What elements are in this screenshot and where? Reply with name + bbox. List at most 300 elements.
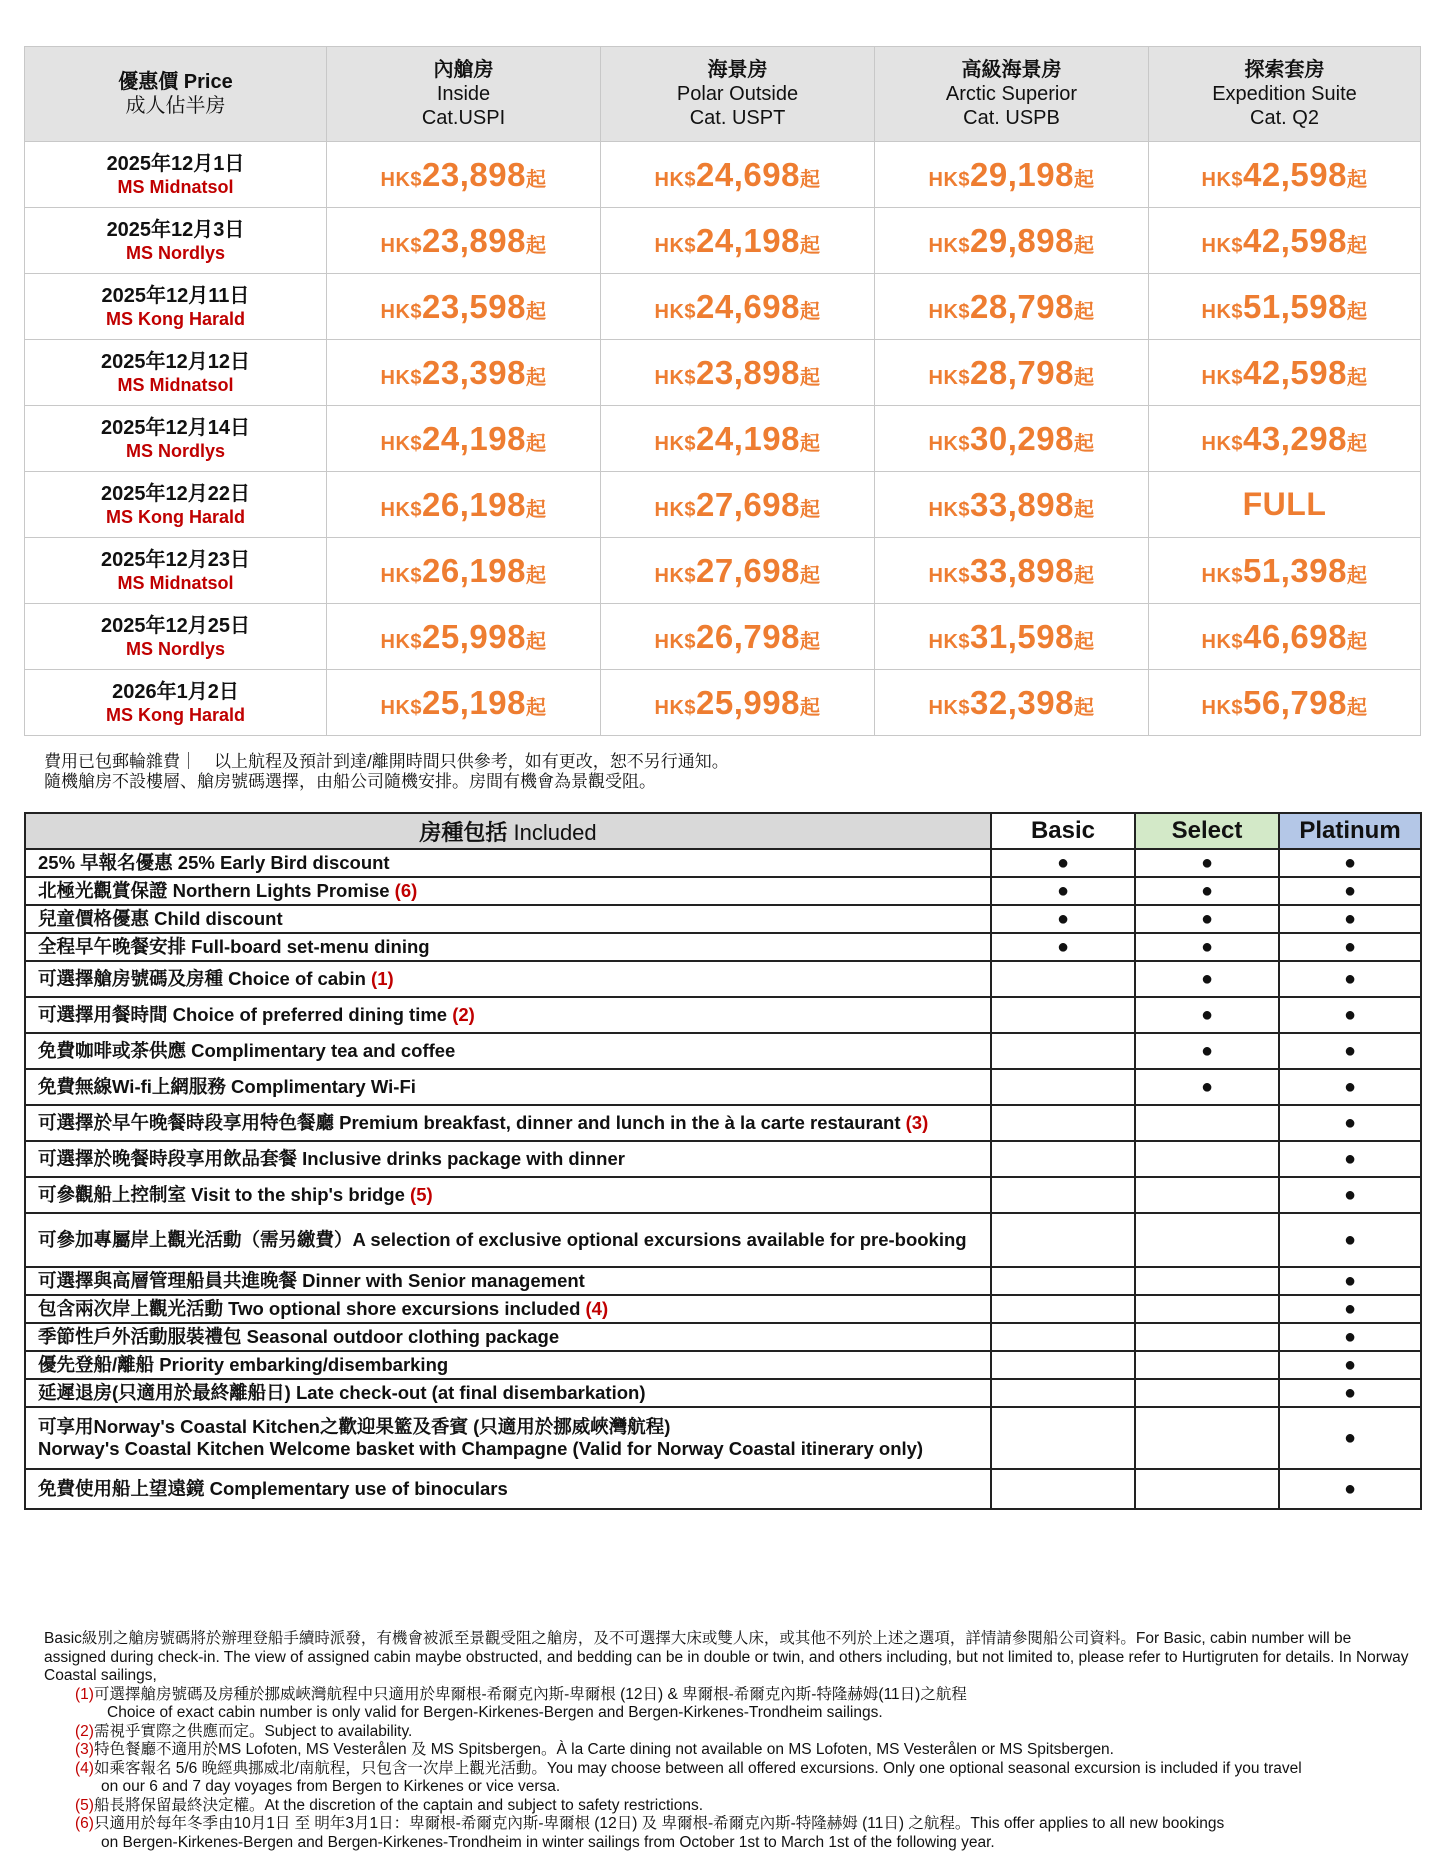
inclusion-feature (25, 1033, 991, 1069)
footnote-number: (2) (75, 1722, 94, 1740)
currency-label: HK$ (654, 432, 697, 455)
inclusion-feature (25, 1213, 991, 1267)
currency-label: HK$ (380, 168, 423, 191)
sailing-cell (25, 208, 327, 274)
price-amount: 31,598 (970, 617, 1074, 655)
included-bullet: ● (1343, 1148, 1357, 1170)
price-suffix: 起 (1073, 234, 1095, 257)
included-bullet: ● (1200, 968, 1214, 990)
feature-text: 北極光觀賞保證 Northern Lights Promise (38, 880, 395, 901)
currency-label: HK$ (380, 432, 423, 455)
inclusion-row (25, 1177, 1421, 1213)
price-value (1202, 288, 1368, 325)
footnote-text: 需視乎實際之供應而定。Subject to availability. (93, 1722, 413, 1740)
sold-out-label: FULL (1242, 486, 1327, 522)
price-row (25, 472, 1421, 538)
included-bullet: ● (1343, 1478, 1357, 1500)
footnote-item (44, 1741, 1414, 1760)
price-notes (44, 752, 729, 792)
cabin-header-code: Cat. Q2 (1250, 107, 1319, 129)
price-note-line: 費用已包郵輪雜費｜ 以上航程及預計到達/離開時間只供參考，如有更改，恕不另行通知。 (44, 752, 729, 771)
price-value (929, 552, 1095, 589)
price-row (25, 340, 1421, 406)
price-amount: 42,598 (1243, 353, 1347, 391)
price-value (655, 486, 821, 523)
price-cell (1149, 208, 1421, 274)
included-bullet: ● (1343, 1270, 1357, 1292)
price-value (929, 684, 1095, 721)
select-mark-cell (1135, 1295, 1279, 1323)
price-cell (1149, 538, 1421, 604)
inclusion-row (25, 849, 1421, 877)
price-header-cell (25, 47, 327, 142)
select-mark-cell (1135, 1069, 1279, 1105)
price-cell (1149, 406, 1421, 472)
included-bullet: ● (1200, 1076, 1214, 1098)
feature-text: 延遲退房(只適用於最終離船日) Late check-out (at final disembarkation) (38, 1382, 646, 1403)
sailing-cell (25, 604, 327, 670)
platinum-mark-cell (1279, 961, 1421, 997)
included-bullet: ● (1343, 1112, 1357, 1134)
price-cell (601, 208, 875, 274)
price-amount: 42,598 (1243, 155, 1347, 193)
price-amount: 28,798 (970, 353, 1074, 391)
select-mark-cell (1135, 877, 1279, 905)
footnote-item (44, 1815, 1414, 1852)
included-bullet: ● (1200, 1004, 1214, 1026)
price-value (655, 288, 821, 325)
feature-text: 可選擇於晚餐時段享用飲品套餐 Inclusive drinks package with dinner (38, 1148, 625, 1169)
price-value (1202, 618, 1368, 655)
inclusion-row (25, 1379, 1421, 1407)
currency-label: HK$ (1201, 300, 1244, 323)
price-cell (327, 604, 601, 670)
currency-label: HK$ (1201, 564, 1244, 587)
sailing-cell (25, 538, 327, 604)
sailing-cell (25, 274, 327, 340)
included-bullet: ● (1343, 1382, 1357, 1404)
inclusion-feature (25, 1267, 991, 1295)
ship-name: MS Kong Harald (105, 308, 245, 329)
feature-text: 免費使用船上望遠鏡 Complementary use of binoculars (38, 1478, 508, 1499)
price-suffix: 起 (1346, 234, 1368, 257)
price-value (381, 288, 547, 325)
price-suffix: 起 (1346, 168, 1368, 191)
currency-label: HK$ (1201, 630, 1244, 653)
select-mark-cell (1135, 849, 1279, 877)
price-cell (875, 340, 1149, 406)
ship-name: MS Nordlys (125, 638, 226, 659)
basic-mark-cell (991, 1141, 1135, 1177)
sailing-cell (25, 472, 327, 538)
price-suffix: 起 (1073, 300, 1095, 323)
basic-mark-cell (991, 1069, 1135, 1105)
feature-text: 可選擇與高層管理船員共進晚餐 Dinner with Senior management (38, 1270, 585, 1291)
footnote-item (44, 1797, 1414, 1816)
price-amount: 26,198 (422, 485, 526, 523)
price-cell (1149, 472, 1421, 538)
basic-mark-cell (991, 961, 1135, 997)
price-cell (601, 406, 875, 472)
price-suffix: 起 (799, 168, 821, 191)
price-value (929, 288, 1095, 325)
platinum-mark-cell (1279, 1323, 1421, 1351)
price-cell (1149, 340, 1421, 406)
included-bullet: ● (1343, 1229, 1357, 1251)
footnotes (44, 1630, 1414, 1852)
price-row (25, 274, 1421, 340)
included-bullet: ● (1200, 1040, 1214, 1062)
footnote-text: 船長將保留最終決定權。At the discretion of the captain and subject to safety restrictions. (93, 1796, 703, 1814)
feature-text: 可享用Norway's Coastal Kitchen之歡迎果籃及香賓 (只適用於挪威峽灣航程) (38, 1416, 671, 1437)
feature-text: 兒童價格優惠 Child discount (38, 908, 283, 929)
inclusion-feature (25, 1069, 991, 1105)
price-suffix: 起 (525, 366, 547, 389)
price-amount: 43,298 (1243, 419, 1347, 457)
sailing-date: 2025年12月3日 (106, 218, 245, 241)
price-table (24, 46, 1421, 736)
price-amount: 23,898 (422, 221, 526, 259)
select-mark-cell (1135, 905, 1279, 933)
price-cell (875, 604, 1149, 670)
price-cell (1149, 142, 1421, 208)
basic-mark-cell (991, 1379, 1135, 1407)
price-value (381, 354, 547, 391)
included-bullet: ● (1343, 880, 1357, 902)
price-cell (601, 142, 875, 208)
footnote-ref: (1) (371, 968, 394, 989)
footnote-ref: (5) (410, 1184, 433, 1205)
footnote-intro: Basic級別之艙房號碼將於辦理登船手續時派發，有機會被派至景觀受阻之艙房，及不可選擇大床或雙人床，或其他不列於上述之選項，詳情請參閱船公司資料。For Basic, cabin number will be assigned during check-in. The view of assigned cabin maybe obstructed, and bedding can be in double or twin, and others including, but not limited to, please refer to Hurtigruten for details. In Norway Coastal sailings, (44, 1630, 1409, 1684)
included-bullet: ● (1200, 908, 1214, 930)
currency-label: HK$ (380, 234, 423, 257)
ship-name: MS Midnatsol (117, 176, 234, 197)
platinum-mark-cell (1279, 1069, 1421, 1105)
feature-text: 可選擇於早午晚餐時段享用特色餐廳 Premium breakfast, dinner and lunch in the à la carte restaurant (38, 1112, 906, 1133)
feature-text: 免費咖啡或茶供應 Complimentary tea and coffee (38, 1040, 456, 1061)
cabin-header-polar-outside (601, 47, 875, 142)
included-bullet: ● (1343, 936, 1357, 958)
inclusion-feature (25, 849, 991, 877)
price-suffix: 起 (525, 630, 547, 653)
feature-text: 可選擇艙房號碼及房種 Choice of cabin (38, 968, 372, 989)
footnote-text: 可選擇艙房號碼及房種於挪威峽灣航程中只適用於卑爾根-希爾克內斯-卑爾根 (12日) & 卑爾根-希爾克內斯-特隆赫姆(11日)之航程 (93, 1685, 967, 1703)
cabin-header-en: Polar Outside (676, 83, 799, 105)
feature-text: 可選擇用餐時間 Choice of preferred dining time (38, 1004, 453, 1025)
price-cell (1149, 604, 1421, 670)
footnote-list (44, 1686, 1414, 1853)
price-suffix: 起 (799, 432, 821, 455)
price-cell (1149, 274, 1421, 340)
currency-label: HK$ (654, 630, 697, 653)
feature-text: 全程早午晚餐安排 Full-board set-menu dining (38, 936, 430, 957)
price-value (929, 486, 1095, 523)
currency-label: HK$ (928, 234, 971, 257)
price-row (25, 406, 1421, 472)
price-value (381, 618, 547, 655)
ship-name: MS Midnatsol (117, 374, 234, 395)
platinum-mark-cell (1279, 877, 1421, 905)
inclusion-feature (25, 961, 991, 997)
price-amount: 25,998 (696, 683, 800, 721)
inclusion-row (25, 905, 1421, 933)
select-mark-cell (1135, 1323, 1279, 1351)
sailing-date: 2025年12月12日 (101, 350, 250, 373)
inclusion-feature (25, 1323, 991, 1351)
price-amount: 26,198 (422, 551, 526, 589)
price-amount: 27,698 (696, 551, 800, 589)
inclusion-row (25, 1267, 1421, 1295)
currency-label: HK$ (380, 300, 423, 323)
sailing-date: 2026年1月2日 (112, 680, 239, 703)
platinum-mark-cell (1279, 1379, 1421, 1407)
inclusion-row (25, 1141, 1421, 1177)
platinum-mark-cell (1279, 1213, 1421, 1267)
inclusion-row (25, 961, 1421, 997)
inclusion-feature (25, 1407, 991, 1469)
price-suffix: 起 (799, 564, 821, 587)
price-amount: 24,198 (696, 221, 800, 259)
cabin-header-code: Cat.USPI (421, 107, 506, 129)
price-value (655, 420, 821, 457)
basic-mark-cell (991, 1177, 1135, 1213)
basic-mark-cell (991, 1033, 1135, 1069)
price-suffix: 起 (1073, 168, 1095, 191)
price-value (381, 420, 547, 457)
inclusion-row (25, 997, 1421, 1033)
price-suffix: 起 (1073, 432, 1095, 455)
price-suffix: 起 (1073, 696, 1095, 719)
price-amount: 23,398 (422, 353, 526, 391)
price-cell (875, 142, 1149, 208)
inclusion-row (25, 877, 1421, 905)
price-suffix: 起 (799, 630, 821, 653)
price-amount: 29,198 (970, 155, 1074, 193)
price-value (381, 222, 547, 259)
price-cell (601, 670, 875, 736)
select-mark-cell (1135, 933, 1279, 961)
included-bullet: ● (1056, 880, 1070, 902)
footnote-text-line2: Choice of exact cabin number is only valid for Bergen-Kirkenes-Bergen and Bergen-Kirkenes-Trondheim sailings. (107, 1704, 883, 1721)
price-suffix: 起 (1073, 564, 1095, 587)
basic-mark-cell (991, 997, 1135, 1033)
price-value (1202, 684, 1368, 721)
price-cell (601, 340, 875, 406)
included-bullet: ● (1200, 852, 1214, 874)
inclusion-feature (25, 1351, 991, 1379)
price-value (1202, 420, 1368, 457)
price-suffix: 起 (525, 234, 547, 257)
included-bullet: ● (1343, 1326, 1357, 1348)
price-amount: 56,798 (1243, 683, 1347, 721)
price-amount: 33,898 (970, 485, 1074, 523)
currency-label: HK$ (654, 168, 697, 191)
inclusion-row (25, 1469, 1421, 1509)
platinum-mark-cell (1279, 1469, 1421, 1509)
footnote-number: (6) (75, 1815, 94, 1832)
price-value (655, 552, 821, 589)
price-amount: 51,598 (1243, 287, 1347, 325)
inclusion-row (25, 1323, 1421, 1351)
price-cell (875, 538, 1149, 604)
platinum-mark-cell (1279, 1105, 1421, 1141)
included-bullet: ● (1343, 1354, 1357, 1376)
price-suffix: 起 (1073, 498, 1095, 521)
included-bullet: ● (1343, 1184, 1357, 1206)
price-value (381, 156, 547, 193)
inclusion-row (25, 1295, 1421, 1323)
price-header-title: 優惠價 Price (118, 71, 233, 93)
price-amount: 29,898 (970, 221, 1074, 259)
select-mark-cell (1135, 1105, 1279, 1141)
included-header (25, 813, 991, 849)
included-header-zh: 房種包括 (419, 819, 508, 845)
included-bullet: ● (1056, 936, 1070, 958)
currency-label: HK$ (928, 300, 971, 323)
currency-label: HK$ (928, 432, 971, 455)
price-value (1202, 552, 1368, 589)
price-amount: 23,598 (422, 287, 526, 325)
included-bullet: ● (1343, 1427, 1357, 1449)
sailing-date: 2025年12月25日 (101, 614, 250, 637)
cabin-header-code: Cat. USPB (963, 107, 1060, 129)
price-value (929, 354, 1095, 391)
cabin-header-zh: 高級海景房 (961, 59, 1062, 81)
included-bullet: ● (1343, 968, 1357, 990)
currency-label: HK$ (1201, 696, 1244, 719)
basic-mark-cell (991, 1407, 1135, 1469)
feature-text: 包含兩次岸上觀光活動 Two optional shore excursions included (38, 1298, 586, 1319)
footnote-ref: (2) (452, 1004, 475, 1025)
included-bullet: ● (1056, 852, 1070, 874)
currency-label: HK$ (1201, 234, 1244, 257)
price-value (381, 684, 547, 721)
footnote-number: (5) (75, 1796, 94, 1814)
footnote-ref: (6) (394, 880, 418, 901)
footnote-text-line2: on Bergen-Kirkenes-Bergen and Bergen-Kirkenes-Trondheim in winter sailings from October 1st to March 1st of the following year. (101, 1833, 995, 1851)
inclusion-row (25, 1033, 1421, 1069)
price-suffix: 起 (525, 168, 547, 191)
price-row (25, 670, 1421, 736)
currency-label: HK$ (1201, 432, 1244, 455)
tier-header-platinum: Platinum (1279, 813, 1421, 849)
inclusion-feature (25, 933, 991, 961)
sailing-cell (25, 670, 327, 736)
currency-label: HK$ (654, 366, 697, 389)
feature-text: 可參加專屬岸上觀光活動（需另繳費）A selection of exclusive optional excursions available for pre-booking (38, 1229, 967, 1250)
currency-label: HK$ (1201, 366, 1244, 389)
price-suffix: 起 (525, 564, 547, 587)
footnote-text-line2: on our 6 and 7 day voyages from Bergen to Kirkenes or vice versa. (101, 1778, 561, 1795)
basic-mark-cell (991, 1105, 1135, 1141)
inclusion-row (25, 1407, 1421, 1469)
basic-mark-cell (991, 1469, 1135, 1509)
price-cell (875, 406, 1149, 472)
currency-label: HK$ (380, 630, 423, 653)
price-cell (327, 472, 601, 538)
price-value (381, 486, 547, 523)
sailing-date: 2025年12月22日 (101, 482, 250, 505)
price-amount: 26,798 (696, 617, 800, 655)
price-cell (327, 340, 601, 406)
currency-label: HK$ (1201, 168, 1244, 191)
cabin-header-zh: 內艙房 (433, 59, 494, 81)
currency-label: HK$ (380, 498, 423, 521)
price-suffix: 起 (525, 696, 547, 719)
price-amount: 33,898 (970, 551, 1074, 589)
sailing-cell (25, 406, 327, 472)
price-suffix: 起 (1346, 366, 1368, 389)
price-cell (601, 472, 875, 538)
price-amount: 32,398 (970, 683, 1074, 721)
included-bullet: ● (1343, 1076, 1357, 1098)
platinum-mark-cell (1279, 933, 1421, 961)
select-mark-cell (1135, 997, 1279, 1033)
ship-name: MS Kong Harald (105, 506, 245, 527)
platinum-mark-cell (1279, 997, 1421, 1033)
price-suffix: 起 (525, 300, 547, 323)
inclusion-row (25, 1069, 1421, 1105)
price-suffix: 起 (1346, 696, 1368, 719)
sailing-cell (25, 340, 327, 406)
included-bullet: ● (1200, 880, 1214, 902)
included-bullet: ● (1343, 908, 1357, 930)
price-cell (1149, 670, 1421, 736)
price-suffix: 起 (799, 498, 821, 521)
inclusion-feature (25, 877, 991, 905)
basic-mark-cell (991, 877, 1135, 905)
feature-text-line2: Norway's Coastal Kitchen Welcome basket with Champagne (Valid for Norway Coastal itinerary only) (38, 1438, 924, 1459)
sailing-date: 2025年12月23日 (101, 548, 250, 571)
price-value (1202, 222, 1368, 259)
price-amount: 46,698 (1243, 617, 1347, 655)
price-row (25, 142, 1421, 208)
basic-mark-cell (991, 1267, 1135, 1295)
included-bullet: ● (1343, 852, 1357, 874)
price-table-header (25, 47, 1421, 142)
tier-header-select: Select (1135, 813, 1279, 849)
price-row (25, 604, 1421, 670)
price-cell (601, 538, 875, 604)
platinum-mark-cell (1279, 1141, 1421, 1177)
price-cell (327, 670, 601, 736)
cabin-header-arctic-superior (875, 47, 1149, 142)
cabin-header-expedition-suite (1149, 47, 1421, 142)
price-suffix: 起 (1346, 300, 1368, 323)
select-mark-cell (1135, 1379, 1279, 1407)
cabin-header-en: Inside (436, 83, 491, 105)
price-amount: 24,198 (696, 419, 800, 457)
included-bullet: ● (1343, 1040, 1357, 1062)
ship-name: MS Nordlys (125, 440, 226, 461)
feature-text: 季節性戶外活動服裝禮包 Seasonal outdoor clothing package (38, 1326, 560, 1347)
basic-mark-cell (991, 905, 1135, 933)
price-amount: 25,198 (422, 683, 526, 721)
currency-label: HK$ (380, 366, 423, 389)
sailing-date: 2025年12月1日 (106, 152, 245, 175)
price-cell (327, 208, 601, 274)
price-value (655, 156, 821, 193)
basic-mark-cell (991, 1351, 1135, 1379)
select-mark-cell (1135, 1407, 1279, 1469)
platinum-mark-cell (1279, 849, 1421, 877)
cabin-header-code: Cat. USPT (689, 107, 786, 129)
platinum-mark-cell (1279, 1267, 1421, 1295)
basic-mark-cell (991, 849, 1135, 877)
cabin-header-en: Arctic Superior (945, 83, 1078, 105)
inclusion-feature (25, 905, 991, 933)
select-mark-cell (1135, 1213, 1279, 1267)
